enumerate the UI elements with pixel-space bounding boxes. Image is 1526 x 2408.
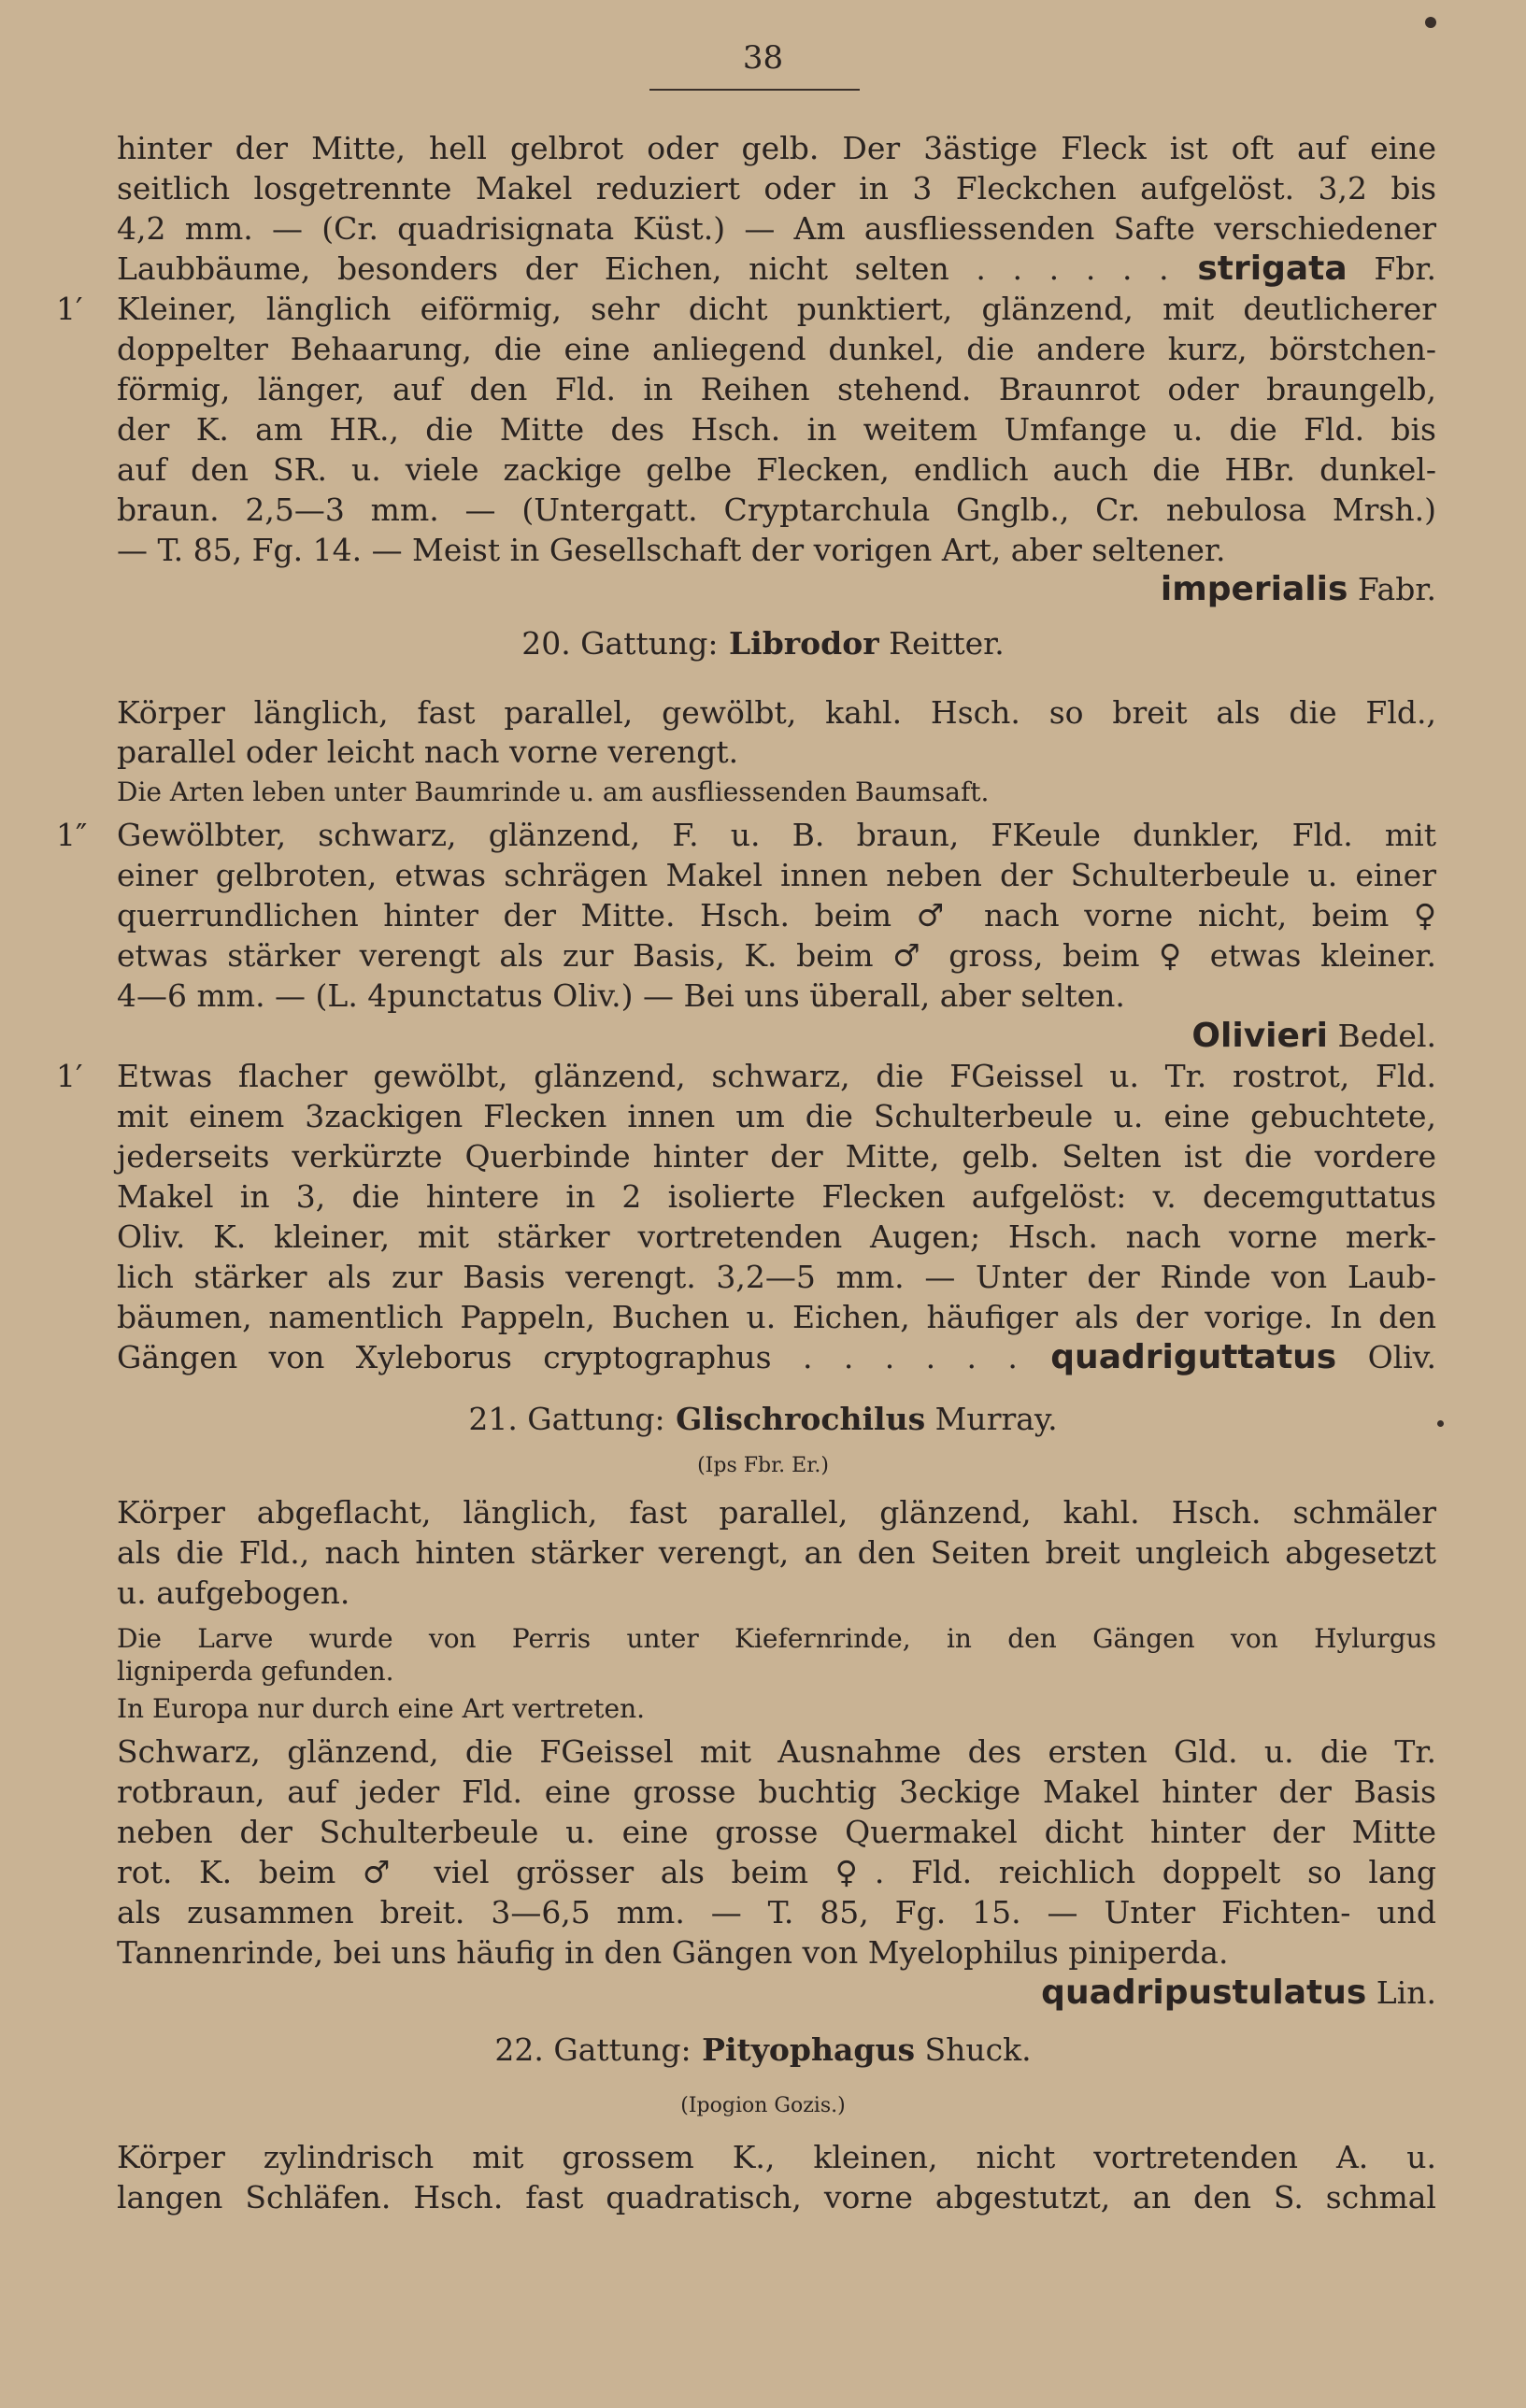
text-line <box>117 1895 1436 1932</box>
text-line <box>117 1654 1436 1691</box>
text-line <box>117 1575 1436 1613</box>
line-text: Makel in 3, die hintere in 2 isolierte Flecken aufgelöst: v. decemguttatus <box>117 1178 1436 1215</box>
line-text: Laubbäume, besonders der Eichen, nicht selten . . . . . . <box>117 250 1169 287</box>
line-text: Körper abgeflacht, länglich, fast parallel, glänzend, kahl. Hsch. schmäler <box>117 1494 1436 1531</box>
line-text: — T. 85, Fg. 14. — Meist in Gesellschaft der vorigen Art, aber seltener. <box>117 532 1226 568</box>
line-text: In Europa nur durch eine Art vertreten. <box>117 1693 646 1724</box>
line-text: doppelter Behaarung, die eine anliegend dunkel, die andere kurz, börstchen- <box>117 331 1436 367</box>
text-line <box>117 171 1436 208</box>
line-text: parallel oder leicht nach vorne verengt. <box>117 734 739 770</box>
line-text: u. aufgebogen. <box>117 1574 350 1611</box>
text-line <box>0 1448 1526 1486</box>
text-line <box>117 1495 1436 1532</box>
line-text: bäumen, namentlich Pappeln, Buchen u. Eichen, häufiger als der vorige. In den <box>117 1299 1436 1335</box>
line-text: (Ipogion Gozis.) <box>680 2094 846 2117</box>
text-line <box>117 1975 1436 2013</box>
couplet-number: 1″ <box>56 817 88 853</box>
line-text: ligniperda gefunden. <box>117 1656 394 1687</box>
species-name: strigata <box>1168 249 1348 288</box>
couplet-number: 1′ <box>56 1058 83 1094</box>
line-text: Schwarz, glänzend, die FGeissel mit Ausnahme des ersten Gld. u. die Tr. <box>117 1733 1436 1770</box>
genus-name: Glischrochilus <box>664 1401 926 1437</box>
species-author: Lin. <box>1366 1974 1436 2011</box>
line-text: als zusammen breit. 3—6,5 mm. — T. 85, Fg. 15. — Unter Fichten- und <box>117 1894 1436 1931</box>
line-text: 21. Gattung: <box>468 1401 665 1437</box>
line-text: Die Larve wurde von Perris unter Kiefernrinde, in den Gängen von Hylurgus <box>117 1623 1436 1654</box>
line-text: Gängen von Xyleborus cryptographus . . . . . . <box>117 1339 1018 1375</box>
genus-name: Librodor <box>718 625 879 662</box>
line-text: 4—6 mm. — (L. 4punctatus Oliv.) — Bei uns überall, aber selten. <box>117 977 1125 1014</box>
text-line <box>117 452 1436 490</box>
line-text: seitlich losgetrennte Makel reduziert oder in 3 Fleckchen aufgelöst. 3,2 bis <box>117 170 1436 207</box>
line-text: braun. 2,5—3 mm. — (Untergatt. Cryptarchula Gnglb., Cr. nebulosa Mrsh.) <box>117 492 1436 528</box>
line-text: rot. K. beim ♂ viel grösser als beim ♀. Fld. reichlich doppelt so lang <box>117 1854 1436 1890</box>
text-line <box>117 533 1436 570</box>
line-text: 22. Gattung: <box>494 2031 692 2068</box>
line-text: auf den SR. u. viele zackige gelbe Flecken, endlich auch die HBr. dunkel- <box>117 451 1436 488</box>
text-line <box>117 2180 1436 2217</box>
text-line <box>117 734 1436 772</box>
line-text: lich stärker als zur Basis verengt. 3,2—5 mm. — Unter der Rinde von Laub- <box>117 1259 1436 1295</box>
text-line <box>0 626 1526 663</box>
text-line <box>117 938 1436 976</box>
text-line <box>0 2032 1526 2070</box>
line-text: Etwas flacher gewölbt, glänzend, schwarz, die FGeissel u. Tr. rostrot, Fld. <box>117 1058 1436 1094</box>
text-line <box>117 1855 1436 1892</box>
line-text: der K. am HR., die Mitte des Hsch. in weitem Umfange u. die Fld. bis <box>117 411 1436 448</box>
couplet-number: 1′ <box>56 291 83 327</box>
line-text: neben der Schulterbeule u. eine grosse Quermakel dicht hinter der Mitte <box>117 1814 1436 1850</box>
genus-author: Shuck. <box>915 2031 1032 2068</box>
species-name: quadriguttatus <box>1017 1338 1337 1376</box>
line-text: querrundlichen hinter der Mitte. Hsch. beim ♂ nach vorne nicht, beim ♀ <box>117 897 1436 933</box>
species-name: Olivieri <box>1191 1017 1329 1055</box>
text-line <box>117 412 1436 449</box>
text-line <box>117 1774 1436 1812</box>
text-line <box>117 372 1436 409</box>
line-text: langen Schläfen. Hsch. fast quadratisch, vorne abgestutzt, an den S. schmal <box>117 2179 1436 2216</box>
line-text: Tannenrinde, bei uns häufig in den Gängen von Myelophilus piniperda. <box>117 1934 1229 1971</box>
text-line <box>117 211 1436 249</box>
text-line <box>117 1691 1436 1729</box>
text-line <box>117 898 1436 935</box>
species-name: quadripustulatus <box>1041 1973 1367 2012</box>
text-line <box>117 1340 1436 1377</box>
page-number: 38 <box>742 39 784 77</box>
text-line <box>117 1019 1436 1056</box>
species-author: Fabr. <box>1348 571 1436 607</box>
line-text: einer gelbroten, etwas schrägen Makel innen neben der Schulterbeule u. einer <box>117 857 1436 893</box>
text-line <box>117 1621 1436 1659</box>
text-line <box>56 817 1436 855</box>
text-line <box>117 251 1436 289</box>
text-line <box>0 1402 1526 1439</box>
line-text: etwas stärker verengt als zur Basis, K. beim ♂ gross, beim ♀ etwas kleiner. <box>117 937 1436 974</box>
text-line <box>56 291 1436 329</box>
line-text: mit einem 3zackigen Flecken innen um die Schulterbeule u. eine gebuchtete, <box>117 1098 1436 1134</box>
line-text: Gewölbter, schwarz, glänzend, F. u. B. braun, FKeule dunkler, Fld. mit <box>117 817 1436 853</box>
text-line <box>117 978 1436 1016</box>
text-line <box>117 332 1436 369</box>
genus-author: Reitter. <box>878 625 1005 662</box>
text-line <box>117 1139 1436 1176</box>
line-text: hinter der Mitte, hell gelbrot oder gelb. Der 3ästige Fleck ist oft auf eine <box>117 130 1436 166</box>
text-line <box>117 1179 1436 1217</box>
text-line <box>117 775 1436 812</box>
text-line <box>117 1300 1436 1337</box>
text-line <box>117 1734 1436 1772</box>
text-line <box>117 1099 1436 1136</box>
line-text: Körper länglich, fast parallel, gewölbt, kahl. Hsch. so breit als die Fld., <box>117 694 1436 731</box>
line-text: (Ips Fbr. Er.) <box>697 1454 829 1477</box>
line-text: Kleiner, länglich eiförmig, sehr dicht punktiert, glänzend, mit deutlicherer <box>117 291 1436 327</box>
line-text: als die Fld., nach hinten stärker verengt, an den Seiten breit ungleich abgesetzt <box>117 1534 1436 1571</box>
text-line <box>117 1815 1436 1852</box>
speck <box>1425 17 1436 28</box>
line-text: 20. Gattung: <box>521 625 719 662</box>
species-author: Oliv. <box>1336 1339 1437 1375</box>
line-text: jederseits verkürzte Querbinde hinter der Mitte, gelb. Selten ist die vordere <box>117 1138 1436 1175</box>
species-author: Fbr. <box>1347 250 1437 287</box>
line-text: Die Arten leben unter Baumrinde u. am ausfliessenden Baumsaft. <box>117 777 990 807</box>
genus-author: Murray. <box>925 1401 1058 1437</box>
text-line <box>117 572 1436 609</box>
line-text: Körper zylindrisch mit grossem K., kleinen, nicht vortretenden A. u. <box>117 2139 1436 2175</box>
text-line <box>117 2140 1436 2177</box>
text-line <box>117 1219 1436 1257</box>
line-text: Oliv. K. kleiner, mit stärker vortretenden Augen; Hsch. nach vorne merk- <box>117 1218 1436 1255</box>
line-text: rotbraun, auf jeder Fld. eine grosse buchtig 3eckige Makel hinter der Basis <box>117 1774 1436 1810</box>
species-name: imperialis <box>1160 570 1348 608</box>
header-rule <box>649 89 860 91</box>
text-line <box>117 695 1436 733</box>
text-line <box>117 858 1436 895</box>
text-line <box>117 1535 1436 1573</box>
species-author: Bedel. <box>1328 1018 1436 1054</box>
line-text: 4,2 mm. — (Cr. quadrisignata Küst.) — Am ausfliessenden Safte verschiedener <box>117 210 1436 247</box>
text-line <box>117 492 1436 530</box>
text-line <box>117 1260 1436 1297</box>
genus-name: Pityophagus <box>691 2031 916 2068</box>
text-line <box>117 131 1436 168</box>
text-line <box>0 2088 1526 2126</box>
text-line <box>117 1935 1436 1973</box>
line-text: förmig, länger, auf den Fld. in Reihen stehend. Braunrot oder braungelb, <box>117 371 1436 407</box>
text-line <box>56 1058 1436 1096</box>
